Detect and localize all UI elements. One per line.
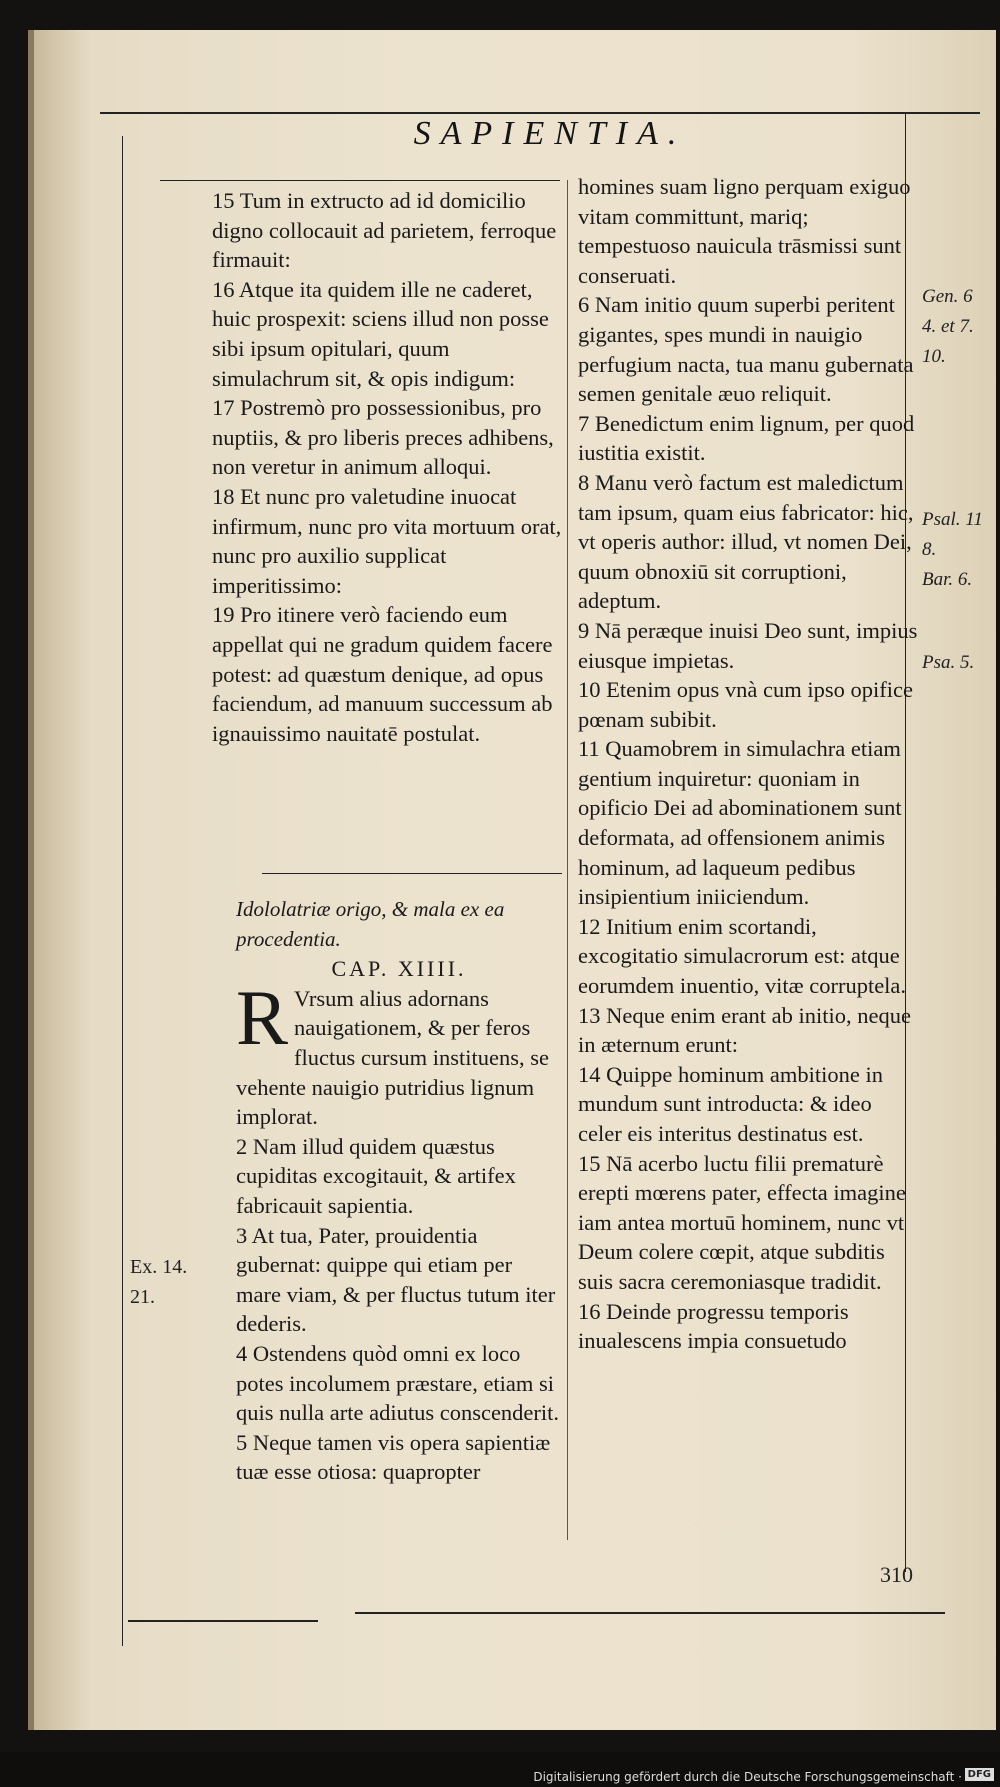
margin-note-line: 10. — [922, 346, 946, 367]
right-column — [578, 172, 920, 1356]
margin-note-line: Ex. 14. — [130, 1256, 188, 1278]
margin-note-line: Psal. 11 — [922, 509, 983, 530]
margin-note-line: Bar. 6. — [922, 569, 973, 590]
header-rule — [160, 180, 560, 181]
chapter-verse-5: 5 Neque tamen vis opera sapientiæ tuæ esse otiosa: quapropter — [236, 1429, 551, 1485]
right-continuation: homines suam ligno perquam exiguo vitam committunt, mariq; tempestuoso nauicula trāsmissi sunt conseruati. — [578, 174, 911, 288]
right-verse-14: 14 Quippe hominum ambitione in mundum sunt introducta: & ideo celer eis interitus destinatus est. — [578, 1061, 883, 1146]
verse-16: 16 Atque ita quidem ille ne caderet, huic prospexit: sciens illud non posse sibi ipsum opitulari, quum simulachrum sit, & opis indigum: — [212, 276, 549, 391]
bottom-rule-right — [355, 1612, 945, 1614]
margin-note-gen — [922, 282, 1000, 372]
margin-note-line: 8. — [922, 539, 937, 560]
chapter-verse-4: 4 Ostendens quòd omni ex loco potes incolumem præstare, etiam si quis nulla arte adiutus conscenderit. — [236, 1340, 560, 1426]
column-divider — [567, 180, 568, 1540]
right-verse-13: 13 Neque enim erant ab initio, neque in æternum erunt: — [578, 1002, 912, 1058]
margin-note-psa — [922, 648, 1000, 678]
right-verse-7: 7 Benedictum enim lignum, per quod iustitia existit. — [578, 410, 915, 466]
margin-note-psal — [922, 505, 1000, 595]
top-rule — [100, 112, 980, 114]
margin-note-line: Gen. 6 — [922, 286, 973, 307]
verse-18: 18 Et nunc pro valetudine inuocat infirmum, nunc pro vita mortuum orat, nunc pro auxilio supplicat imperitissimo: — [212, 483, 562, 598]
margin-note-line: 21. — [130, 1286, 155, 1308]
right-verse-12: 12 Initium enim scortandi, excogitatio simulacrorum est: atque eorumdem inuentio, vitæ corruptela. — [578, 913, 907, 999]
dfg-logo: DFG — [965, 1768, 994, 1781]
right-verse-9: 9 Nā peræque inuisi Deo sunt, impius eiusque impietas. — [578, 617, 918, 673]
digitization-credit: Digitalisierung gefördert durch die Deutsche Forschungsgemeinschaft · — [533, 1770, 962, 1784]
verse-19: 19 Pro itinere verò faciendo eum appellat qui ne gradum quidem facere potest: ad quæstum denique, ad opus faciendum, ad manuum successum ab ignauissimo nauitatē postulat. — [212, 602, 553, 746]
right-verse-6: 6 Nam initio quum superbi peritent gigantes, spes mundi in nauigio perfugium nacta, tua manu gubernata semen genitale æuo reliquit. — [578, 292, 914, 407]
chapter-rule — [262, 873, 562, 874]
chapter-verse-1-text: Vrsum alius adornans nauigationem, & per feros fluctus cursum instituens, se vehente nauigio putridius lignum implorat. — [236, 985, 550, 1130]
chapter-section — [236, 895, 562, 1487]
right-verse-15: 15 Nā acerbo luctu filii prematurè erepti mœrens pater, effecta imagine iam antea mortuū hominem, nunc vt Deum colere cœpit, atque subditis suis sacra ceremoniasque tradidit. — [578, 1150, 906, 1294]
margin-note-exodus — [130, 1252, 210, 1312]
left-border-rule — [122, 136, 123, 1646]
margin-note-line: Psa. 5. — [922, 652, 975, 673]
running-header: SAPIENTIA. — [413, 115, 687, 152]
right-verse-16: 16 Deinde progressu temporis inualescens impia consuetudo — [578, 1298, 849, 1354]
right-verse-11: 11 Quamobrem in simulachra etiam gentium inquiretur: quoniam in opificio Dei ad abominationem sunt deformata, ad offensionem animis hominum, ad laqueum pedibus insipientium iniiciendum. — [578, 736, 902, 910]
bottom-rule-left — [128, 1620, 318, 1622]
chapter-verse-3: 3 At tua, Pater, prouidentia gubernat: quippe qui etiam per mare viam, & per fluctus tutum iter dederis. — [236, 1222, 556, 1337]
chapter-heading: CAP. XIIII. — [331, 956, 467, 982]
right-verse-8: 8 Manu verò factum est maledictum tam ipsum, quam eius fabricator: hic, vt operis author: illud, vt nomen Dei, quum obnoxiū sit corruptioni, adeptum. — [578, 469, 914, 614]
margin-note-line: 4. et 7. — [922, 316, 974, 337]
chapter-summary: Idololatriæ origo, & mala ex ea procedentia. — [236, 897, 505, 951]
drop-cap: R — [236, 973, 289, 1061]
chapter-verse-2: 2 Nam illud quidem quæstus cupiditas excogitauit, & artifex fabricauit sapientia. — [236, 1133, 516, 1218]
left-column — [212, 186, 562, 748]
verse-15: 15 Tum in extructo ad id domicilio digno collocauit ad parietem, ferroque firmauit: — [212, 188, 557, 273]
chapter-verse-1 — [236, 973, 562, 1132]
verse-17: 17 Postremò pro possessionibus, pro nuptiis, & pro liberis preces adhibens, non veretur in animum alloqui. — [212, 395, 554, 480]
right-verse-10: 10 Etenim opus vnà cum ipso opifice pœnam subibit. — [578, 677, 913, 732]
catchword-folio: 310 — [880, 1562, 913, 1587]
